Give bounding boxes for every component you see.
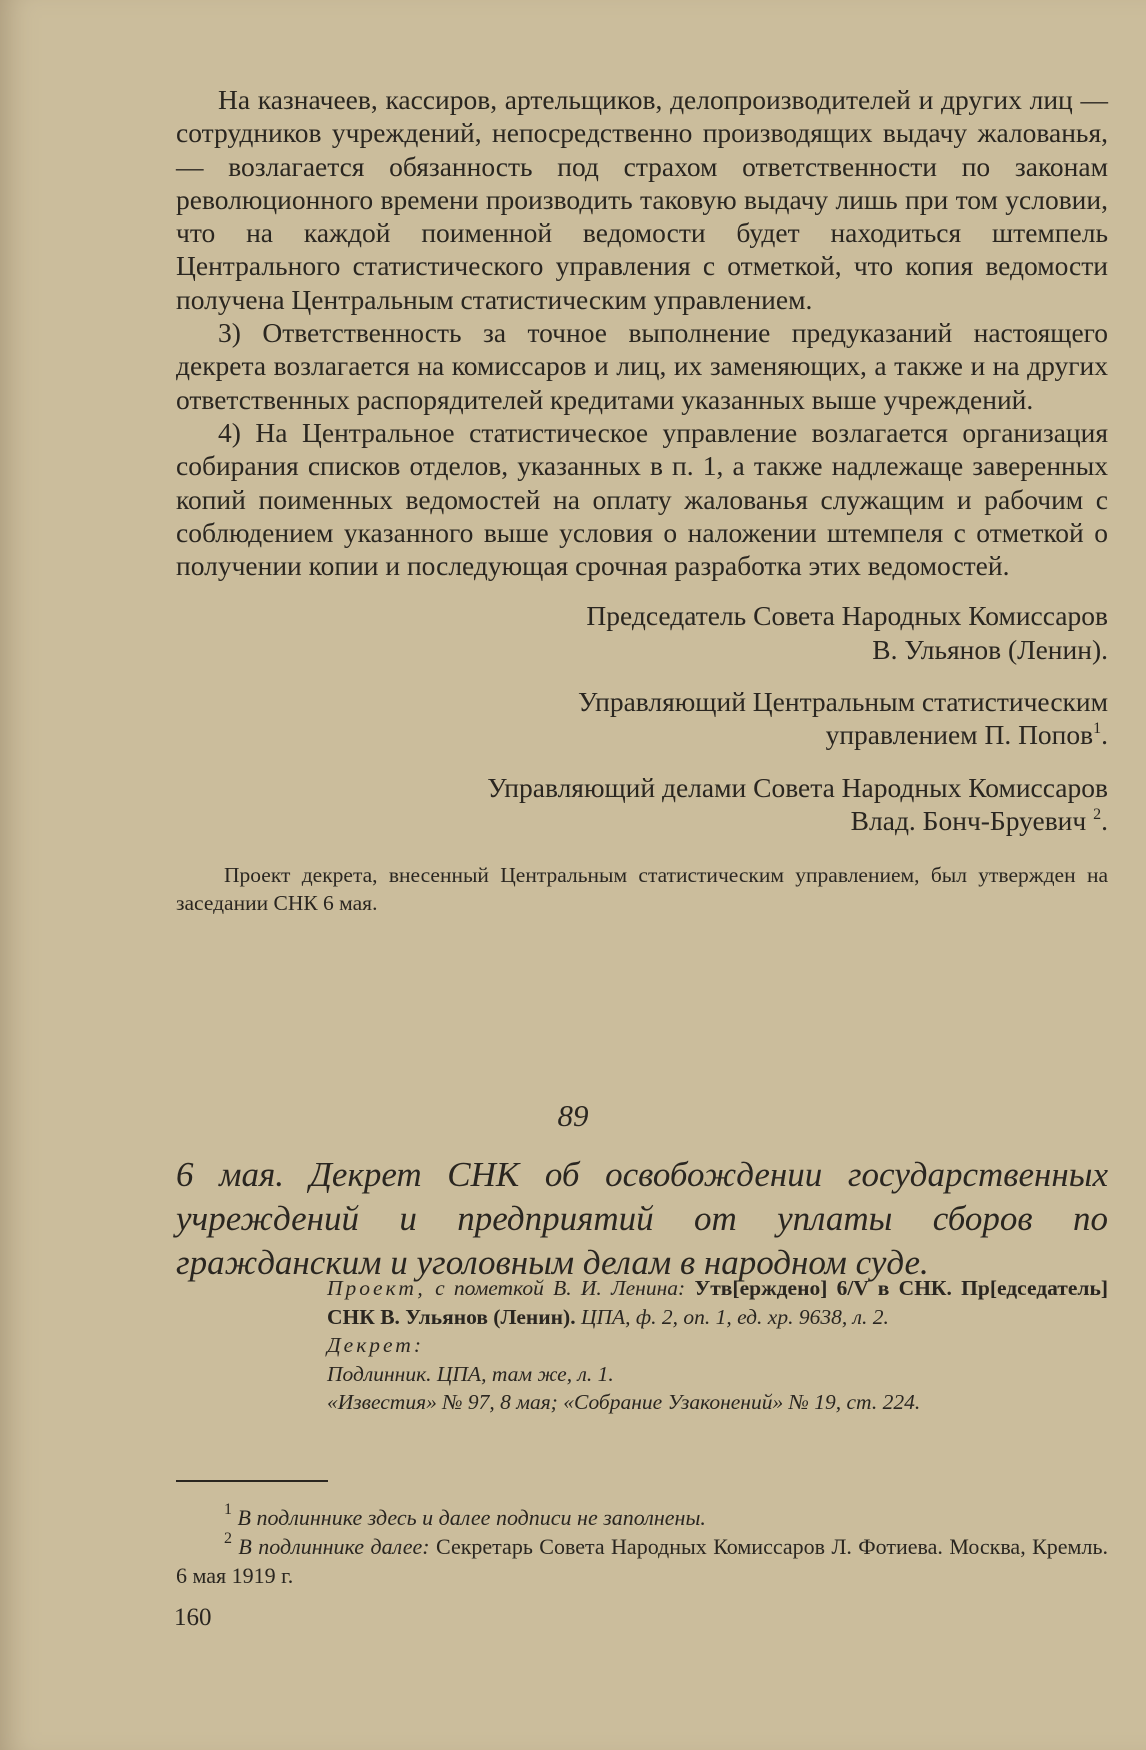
original-reference: Подлинник. ЦПА, там же, л. 1. xyxy=(327,1361,614,1386)
document-number: 89 xyxy=(557,1098,589,1133)
signature-title: Управляющий делами Совета Народных Комиссаров xyxy=(487,771,1108,803)
signature-chairman xyxy=(176,599,1108,666)
footnote-text: Секретарь Совета Народных Комиссаров Л. Фотиева. Москва, Кремль. 6 мая 1919 г. xyxy=(176,1534,1108,1588)
signature-affairs-manager: Управляющий делами Совета Народных Комиссаров Влад. Бонч-Бруевич $^2$. xyxy=(176,771,1108,838)
archive-reference: ЦПА, ф. 2, оп. 1, ед. хр. 9638, л. 2. xyxy=(580,1304,889,1329)
footnotes xyxy=(176,1503,1108,1590)
publications-reference: «Известия» № 97, 8 мая; «Собрание Узаконений» № 19, ст. 224. xyxy=(327,1390,921,1414)
signature-name: Влад. Бонч-Бруевич xyxy=(850,804,1087,836)
main-text xyxy=(176,83,1108,917)
signature-name: управлением П. Попов xyxy=(825,719,1094,751)
paragraph-1: На казначеев, кассиров, артельщиков, делопроизводителей и других лиц — сотрудников учреждений, непосредственно производящих выдачу жалованья,— возлагается обязанность под страхом ответственности по законам революционного времени производить таковую выдачу лишь при том условии, что на каждой поименной ведомости будет находиться штемпель Центрального статистического управления с отметкой, что копия ведомости получена Центральным статистическим управлением. xyxy=(176,84,1108,315)
footnote-1 xyxy=(176,1503,1108,1532)
footnote-mark: 2 xyxy=(224,1530,232,1547)
project-note-text: Проект декрета, внесенный Центральным статистическим управлением, был утвержден на заседании СНК 6 мая. xyxy=(176,863,1108,916)
proekt-rest: с пометкой В. И. Ленина: xyxy=(435,1276,686,1300)
signature-name: В. Ульянов (Ленин). xyxy=(872,633,1108,665)
footnote-italic: В подлиннике далее: xyxy=(238,1534,430,1559)
signature-title: Управляющий Центральным статистическим xyxy=(578,686,1108,718)
lenin-approval: Утв[ерждено] 6/V в СНК. Пр[едседатель] СНК В. Ульянов (Ленин). xyxy=(327,1276,1108,1329)
signature-title: Председатель Совета Народных Комиссаров xyxy=(586,600,1108,632)
proekt-label: Проект, xyxy=(327,1276,426,1300)
footnote-mark: 1 xyxy=(224,1501,232,1518)
sources-block xyxy=(327,1274,1108,1417)
page-number: 160 xyxy=(174,1604,212,1631)
footnote-2 xyxy=(176,1532,1108,1590)
paragraph-4: 4) На Центральное статистическое управление возлагается организация собирания списков отделов, указанных в п. 1, а также надлежаще заверенных копий поименных ведомостей на оплату жалованья служащим и рабочим с соблюдением указанного выше условия о наложении штемпеля с отметкой о получении копии и последующая срочная разработка этих ведомостей. xyxy=(176,416,1108,582)
dekret-label: Декрет: xyxy=(327,1333,424,1357)
footnote-divider xyxy=(176,1480,328,1482)
project-note xyxy=(176,861,1108,917)
paragraph-3: 3) Ответственность за точное выполнение предуказаний настоящего декрета возлагается на комиссаров и лиц, их заменяющих, а также и на других ответственных распорядителей кредитами указанных выше учреждений. xyxy=(176,317,1108,415)
footnote-italic: В подлиннике здесь и далее подписи не заполнены. xyxy=(237,1505,706,1530)
footnote-ref: 1 xyxy=(1093,720,1102,738)
document-title: 6 мая. Декрет СНК об освобождении государственных учреждений и предприятий от уплаты сборов по гражданским и уголовным делам в народном суде. xyxy=(176,1155,1108,1282)
footnote-ref: 2 xyxy=(1093,805,1102,823)
signature-stat-manager: Управляющий Центральным статистическим управлением П. Попов$^1$. xyxy=(176,685,1108,752)
